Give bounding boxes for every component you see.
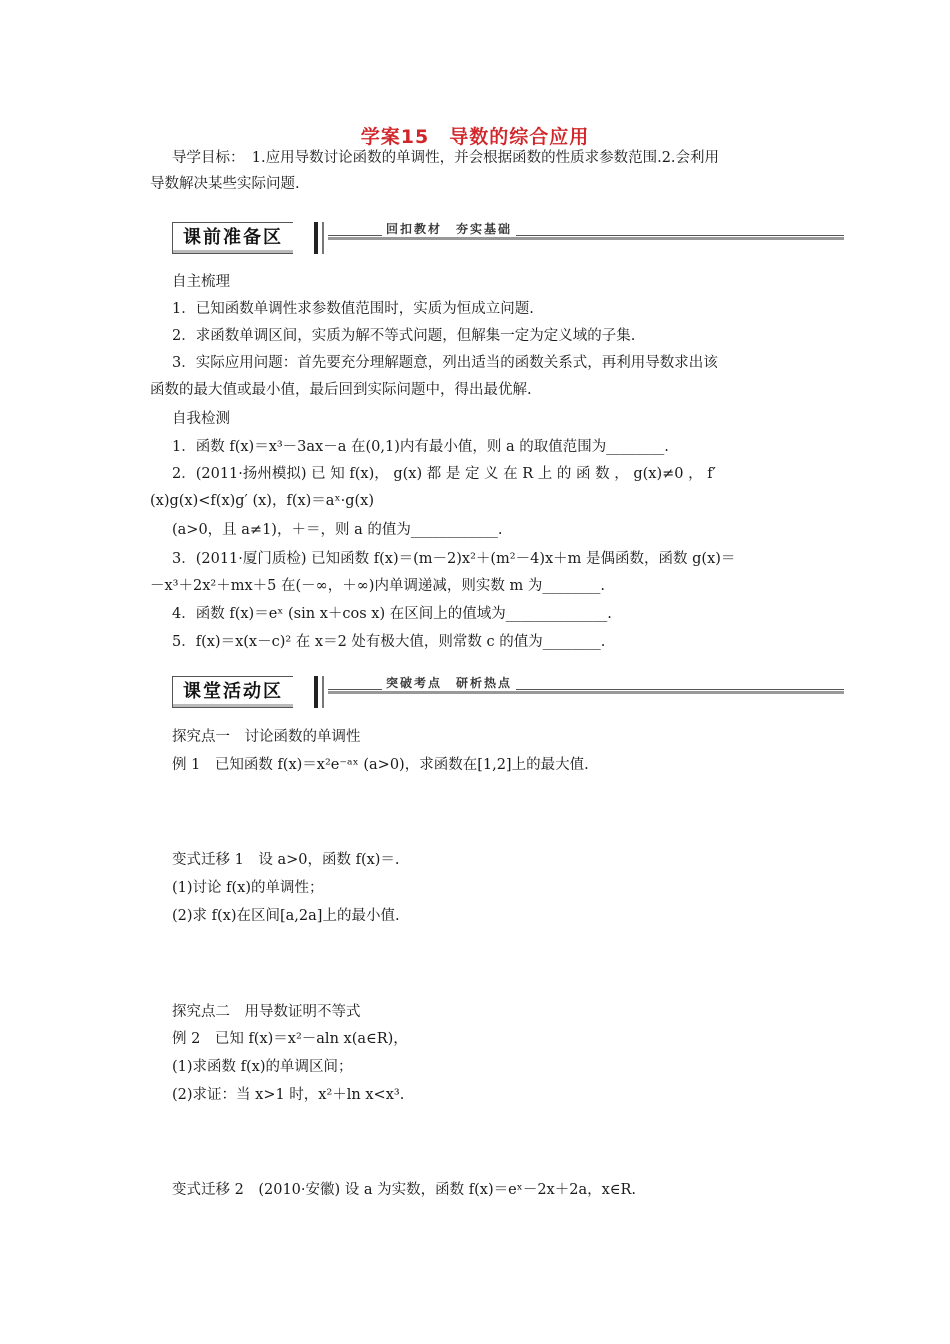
- list-item: (2)求证：当 x>1 时，x²＋ln x<x³.: [172, 1087, 405, 1103]
- list-item: (1)讨论 f(x)的单调性；: [172, 880, 324, 896]
- variant-text: 变式迁移 2 (2010·安徽) 设 a 为实数，函数 f(x)＝eˣ－2x＋2a，x∈R.: [172, 1182, 637, 1198]
- list-item: (x)g(x)<f(x)g′ (x)，f(x)＝aˣ·g(x): [150, 493, 374, 509]
- list-item: (a>0，且 a≠1)，＋＝，则 a 的值为____________.: [172, 522, 503, 538]
- list-item: 4．函数 f(x)＝eˣ (sin x＋cos x) 在区间上的值域为______________.: [172, 606, 612, 622]
- list-item: 1．已知函数单调性求参数值范围时，实质为恒成立问题.: [172, 301, 534, 317]
- variant-text: 变式迁移 1 设 a>0，函数 f(x)＝.: [172, 852, 400, 868]
- section-band-preparation: [172, 222, 844, 256]
- section-tag: 回扣教材 夯实基础: [382, 222, 516, 236]
- section-label: 课前准备区: [172, 222, 293, 254]
- band-divider: [314, 222, 318, 254]
- band-divider: [322, 222, 324, 254]
- list-item: 2．(2011·扬州模拟) 已 知 f(x)， g(x) 都 是 定 义 在 R 上 的 函 数 ， g(x)≠0 ， f′: [172, 466, 716, 482]
- exploration-heading: 探究点二 用导数证明不等式: [172, 1004, 361, 1020]
- self-review-heading: 自主梳理: [172, 274, 230, 290]
- list-item: 函数的最大值或最小值，最后回到实际问题中，得出最优解.: [150, 382, 532, 398]
- exploration-heading: 探究点一 讨论函数的单调性: [172, 729, 361, 745]
- band-divider: [314, 676, 318, 708]
- section-tag: 突破考点 研析热点: [382, 676, 516, 690]
- list-item: 1．函数 f(x)＝x³－3ax－a 在(0,1)内有最小值，则 a 的取值范围为________.: [172, 439, 669, 455]
- section-band-classroom: [172, 676, 844, 710]
- self-test-heading: 自我检测: [172, 411, 230, 427]
- list-item: 5．f(x)＝x(x－c)² 在 x＝2 处有极大值，则常数 c 的值为________.: [172, 634, 606, 650]
- list-item: (2)求 f(x)在区间[a,2a]上的最小值.: [172, 908, 400, 924]
- list-item: －x³＋2x²＋mx＋5 在(－∞，＋∞)内单调递减，则实数 m 为________.: [150, 578, 606, 594]
- objective-line: 导数解决某些实际问题.: [150, 176, 300, 192]
- list-item: 3．(2011·厦门质检) 已知函数 f(x)＝(m－2)x²＋(m²－4)x＋m 是偶函数，函数 g(x)＝: [172, 551, 736, 567]
- list-item: 2．求函数单调区间，实质为解不等式问题，但解集一定为定义域的子集.: [172, 328, 636, 344]
- objective-line: 导学目标： 1.应用导数讨论函数的单调性，并会根据函数的性质求参数范围.2.会利用: [172, 150, 720, 166]
- section-label: 课堂活动区: [172, 676, 293, 708]
- band-rule: [328, 237, 844, 240]
- example-text: 例 1 已知函数 f(x)＝x²e⁻ᵃˣ (a>0)，求函数在[1,2]上的最大值.: [172, 757, 589, 773]
- band-rule: [328, 691, 844, 694]
- band-divider: [322, 676, 324, 708]
- list-item: (1)求函数 f(x)的单调区间；: [172, 1059, 353, 1075]
- example-text: 例 2 已知 f(x)＝x²－aln x(a∈R)，: [172, 1031, 408, 1047]
- page-title: 学案15 导数的综合应用: [360, 126, 590, 148]
- list-item: 3．实际应用问题：首先要充分理解题意，列出适当的函数关系式，再利用导数求出该: [172, 355, 718, 371]
